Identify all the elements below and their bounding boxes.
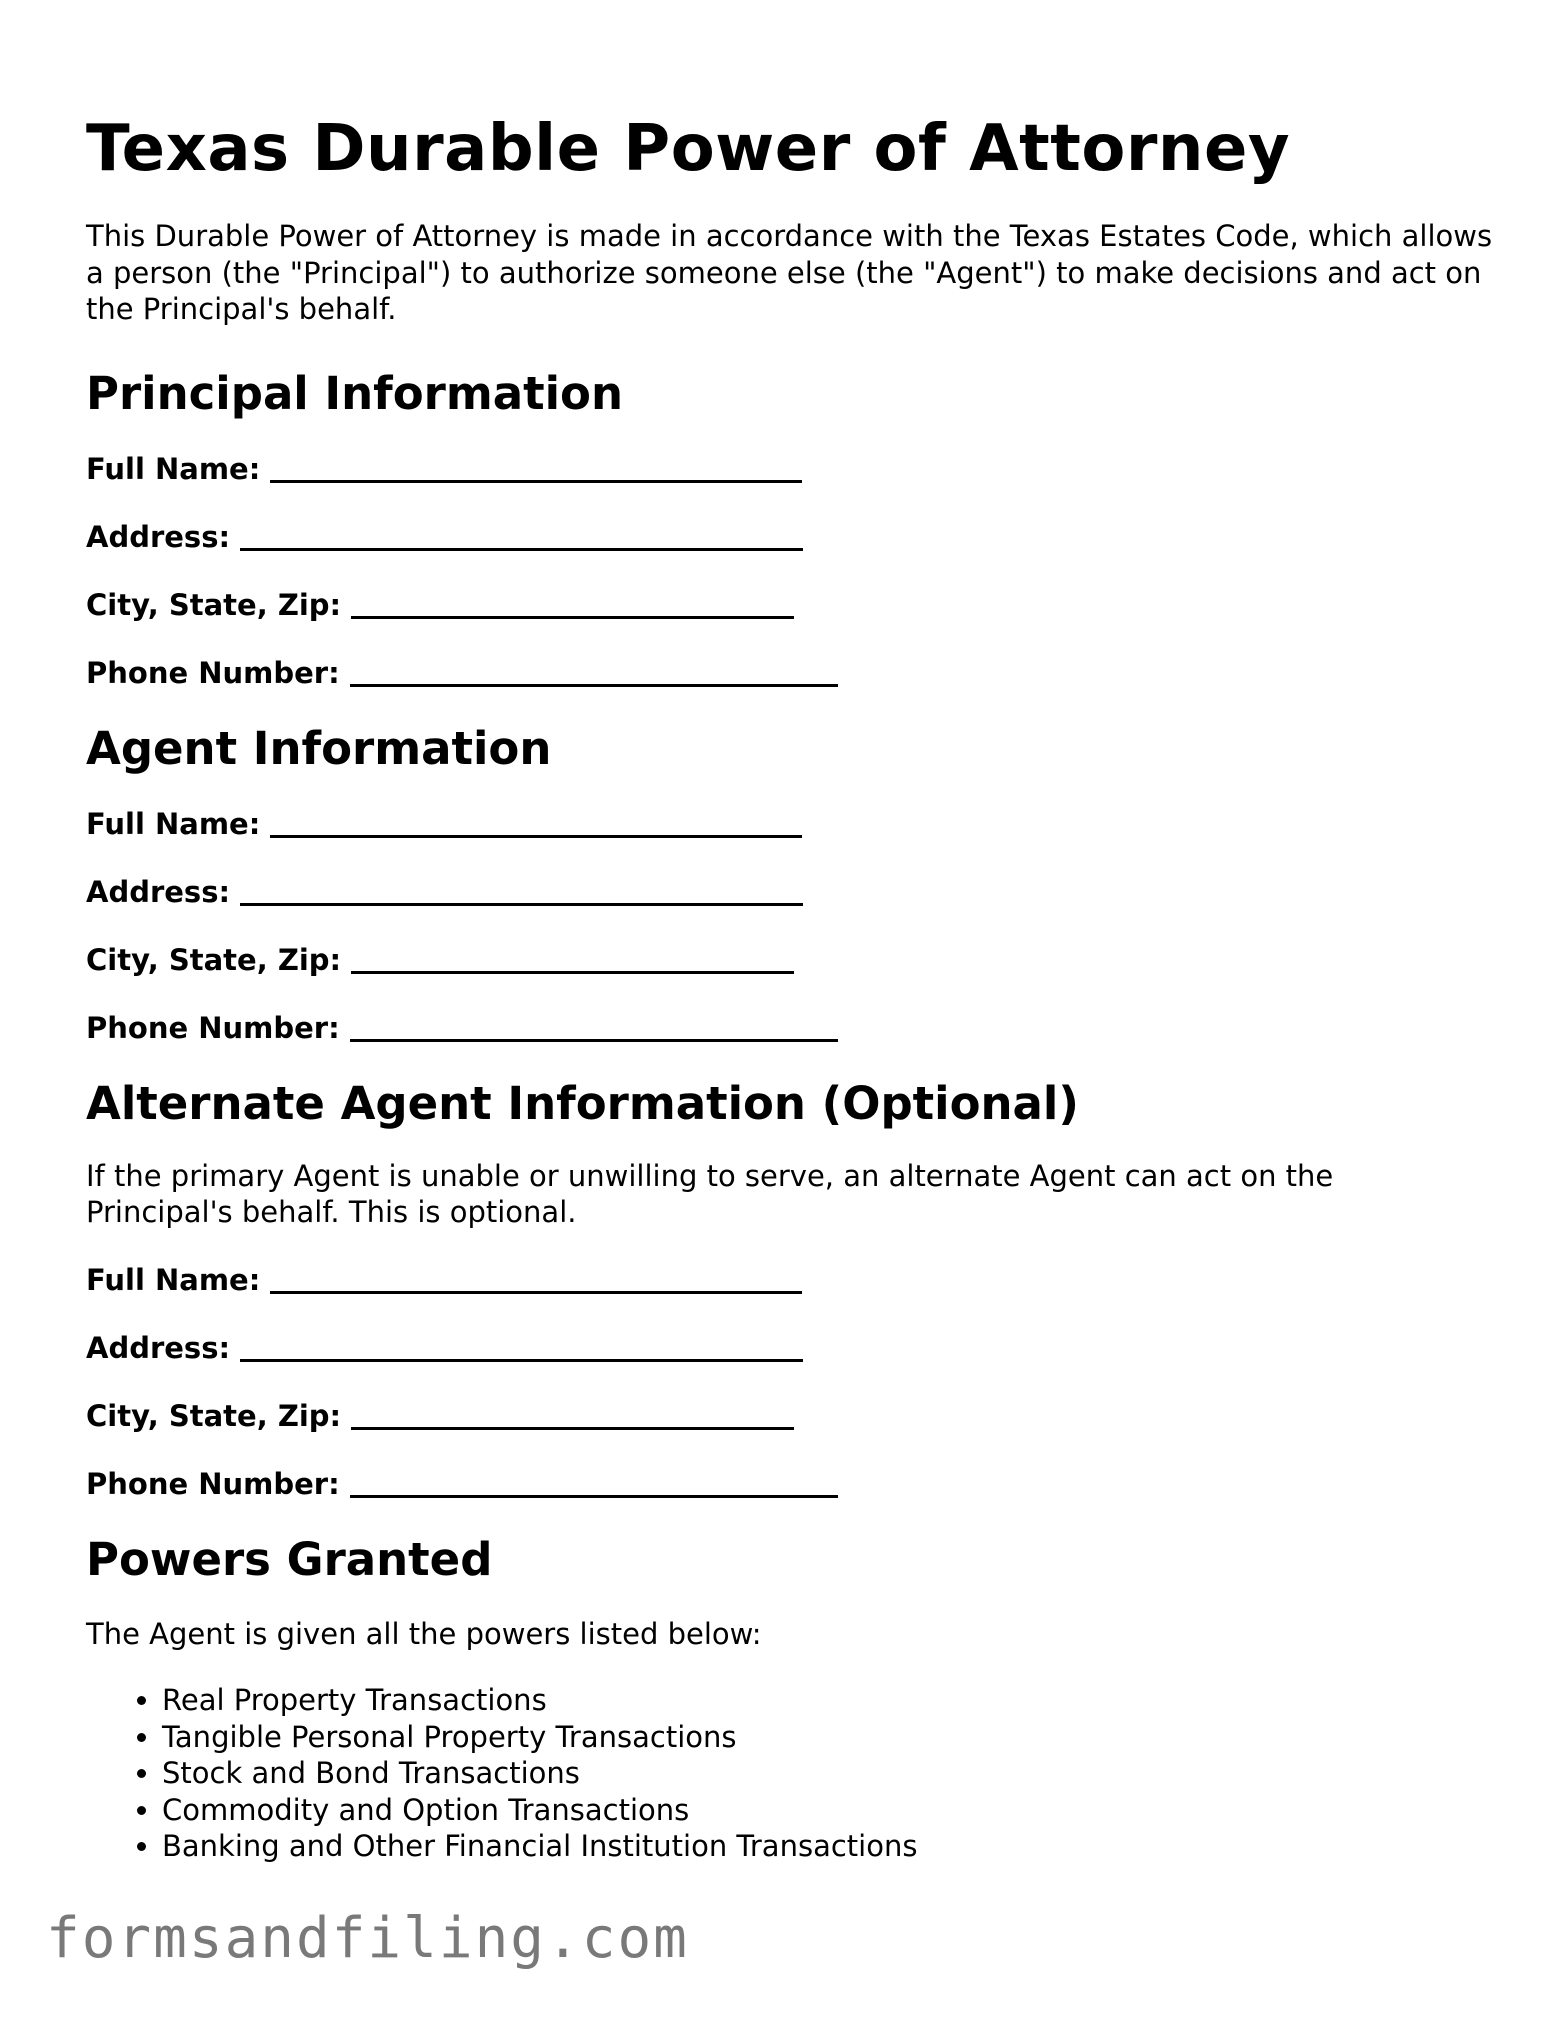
list-item: • Real Property Transactions (162, 1682, 1486, 1719)
agent-address-blank[interactable] (240, 877, 803, 906)
alternate-city-blank[interactable] (351, 1401, 794, 1430)
alternate-phone-label: Phone Number: (86, 1466, 340, 1501)
principal-city-blank[interactable] (351, 590, 794, 619)
principal-heading: Principal Information (86, 366, 624, 420)
alternate-phone-field[interactable] (86, 1465, 1486, 1502)
list-item: • Banking and Other Financial Institution Transactions (162, 1828, 1486, 1865)
list-item: • Stock and Bond Transactions (162, 1755, 1486, 1792)
alternate-agent-note: If the primary Agent is unable or unwilling to serve, an alternate Agent can act on the Principal's behalf. This is optional. (86, 1158, 1334, 1229)
agent-phone-field[interactable] (86, 1009, 1486, 1046)
alternate-full-name-blank[interactable] (270, 1265, 802, 1294)
agent-full-name-label: Full Name: (86, 806, 261, 841)
principal-fields (86, 450, 1486, 691)
list-item: • Commodity and Option Transactions (162, 1792, 1486, 1829)
alternate-address-blank[interactable] (240, 1333, 803, 1362)
principal-full-name-field[interactable] (86, 450, 1486, 487)
document-page (86, 104, 1493, 1865)
intro-paragraph: This Durable Power of Attorney is made in accordance with the Texas Estates Code, which allows a person (the "Principal") to authorize someone else (the "Agent") to make decisions and act on the Principal's behalf. (86, 219, 1493, 326)
alternate-agent-heading: Alternate Agent Information (Optional) (86, 1076, 1079, 1130)
agent-phone-label: Phone Number: (86, 1010, 340, 1045)
principal-address-blank[interactable] (240, 522, 803, 551)
list-item: • Tangible Personal Property Transactions (162, 1719, 1486, 1756)
agent-address-label: Address: (86, 874, 231, 909)
agent-fields (86, 805, 1486, 1046)
agent-city-label: City, State, Zip: (86, 942, 342, 977)
agent-heading: Agent Information (86, 721, 552, 775)
alternate-agent-fields (86, 1261, 1486, 1502)
principal-phone-blank[interactable] (350, 658, 838, 687)
principal-city-field[interactable] (86, 586, 1486, 623)
agent-phone-blank[interactable] (350, 1013, 838, 1042)
powers-heading: Powers Granted (86, 1532, 493, 1586)
alternate-full-name-label: Full Name: (86, 1262, 261, 1297)
alternate-address-field[interactable] (86, 1329, 1486, 1366)
principal-address-field[interactable] (86, 518, 1486, 555)
document-title: Texas Durable Power of Attorney (86, 112, 1291, 186)
alternate-city-field[interactable] (86, 1397, 1486, 1434)
principal-city-label: City, State, Zip: (86, 587, 342, 622)
powers-list (86, 1682, 1486, 1865)
agent-city-field[interactable] (86, 941, 1486, 978)
principal-full-name-blank[interactable] (270, 454, 802, 483)
principal-full-name-label: Full Name: (86, 451, 261, 486)
alternate-city-label: City, State, Zip: (86, 1398, 342, 1433)
agent-full-name-blank[interactable] (270, 809, 802, 838)
watermark-logo: formsandfiling.com (46, 1906, 689, 1971)
alternate-full-name-field[interactable] (86, 1261, 1486, 1298)
agent-city-blank[interactable] (351, 945, 794, 974)
alternate-phone-blank[interactable] (350, 1469, 838, 1498)
alternate-address-label: Address: (86, 1330, 231, 1365)
powers-intro: The Agent is given all the powers listed below: (86, 1616, 762, 1651)
principal-address-label: Address: (86, 519, 231, 554)
agent-address-field[interactable] (86, 873, 1486, 910)
principal-phone-label: Phone Number: (86, 655, 340, 690)
agent-full-name-field[interactable] (86, 805, 1486, 842)
principal-phone-field[interactable] (86, 654, 1486, 691)
